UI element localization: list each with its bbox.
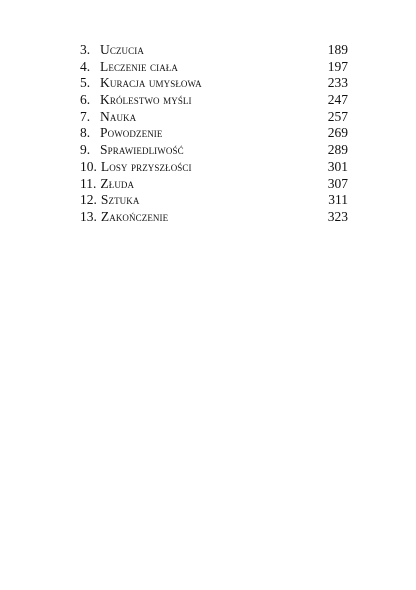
toc-entry xyxy=(80,125,348,142)
toc-entry-page: 233 xyxy=(327,75,348,91)
toc-entry-page: 323 xyxy=(327,208,348,224)
toc-entry-page: 311 xyxy=(328,192,348,208)
toc-entry-page: 289 xyxy=(327,142,348,158)
toc-entry xyxy=(80,109,348,126)
toc-entry xyxy=(80,75,348,92)
toc-entry-title: Sprawiedliwość xyxy=(100,142,184,158)
toc-entry-number: 8. xyxy=(80,125,91,141)
toc-entry xyxy=(80,59,348,76)
toc-entry-page: 189 xyxy=(327,42,348,57)
toc-entry-page: 269 xyxy=(327,125,348,141)
toc-entry-page: 247 xyxy=(327,92,348,108)
toc-entry-page: 307 xyxy=(327,175,348,191)
toc-entry-title: Kuracja umysłowa xyxy=(100,75,202,91)
toc-entry xyxy=(80,142,348,159)
toc-entry-title: Uczucia xyxy=(100,42,144,57)
toc-entry-number: 10. xyxy=(80,158,97,174)
toc-entry-number: 3. xyxy=(80,42,91,57)
toc-entry-title: Leczenie ciała xyxy=(100,58,179,74)
toc-entry-title: Nauka xyxy=(100,108,137,124)
toc-entry-title: Złuda xyxy=(100,175,135,191)
toc-entry-title: Powodzenie xyxy=(100,125,163,141)
toc-entry-number: 4. xyxy=(80,58,91,74)
toc-entry xyxy=(80,192,348,209)
toc-entry-page: 197 xyxy=(327,58,348,74)
toc-entry-number: 9. xyxy=(80,142,91,158)
toc-entry-title: Zakończenie xyxy=(100,208,169,224)
toc-entry xyxy=(80,159,348,176)
toc-entry xyxy=(80,209,348,226)
toc-entry-number: 7. xyxy=(80,108,91,124)
toc-entry-number: 6. xyxy=(80,92,91,108)
toc-entry-number: 11. xyxy=(80,175,97,191)
toc-entry xyxy=(80,176,348,193)
toc-entry-number: 13. xyxy=(80,208,97,224)
toc-entry-title: Królestwo myśli xyxy=(100,92,192,108)
toc-entry-title: Losy przyszłości xyxy=(100,158,192,174)
toc-entry-page: 257 xyxy=(327,108,348,124)
toc-entry-title: Sztuka xyxy=(100,192,140,208)
toc-entry-number: 12. xyxy=(80,192,97,208)
toc-entry-number: 5. xyxy=(80,75,91,91)
table-of-contents xyxy=(80,42,348,226)
toc-entry xyxy=(80,42,348,59)
toc-entry xyxy=(80,92,348,109)
toc-entry-page: 301 xyxy=(327,158,348,174)
